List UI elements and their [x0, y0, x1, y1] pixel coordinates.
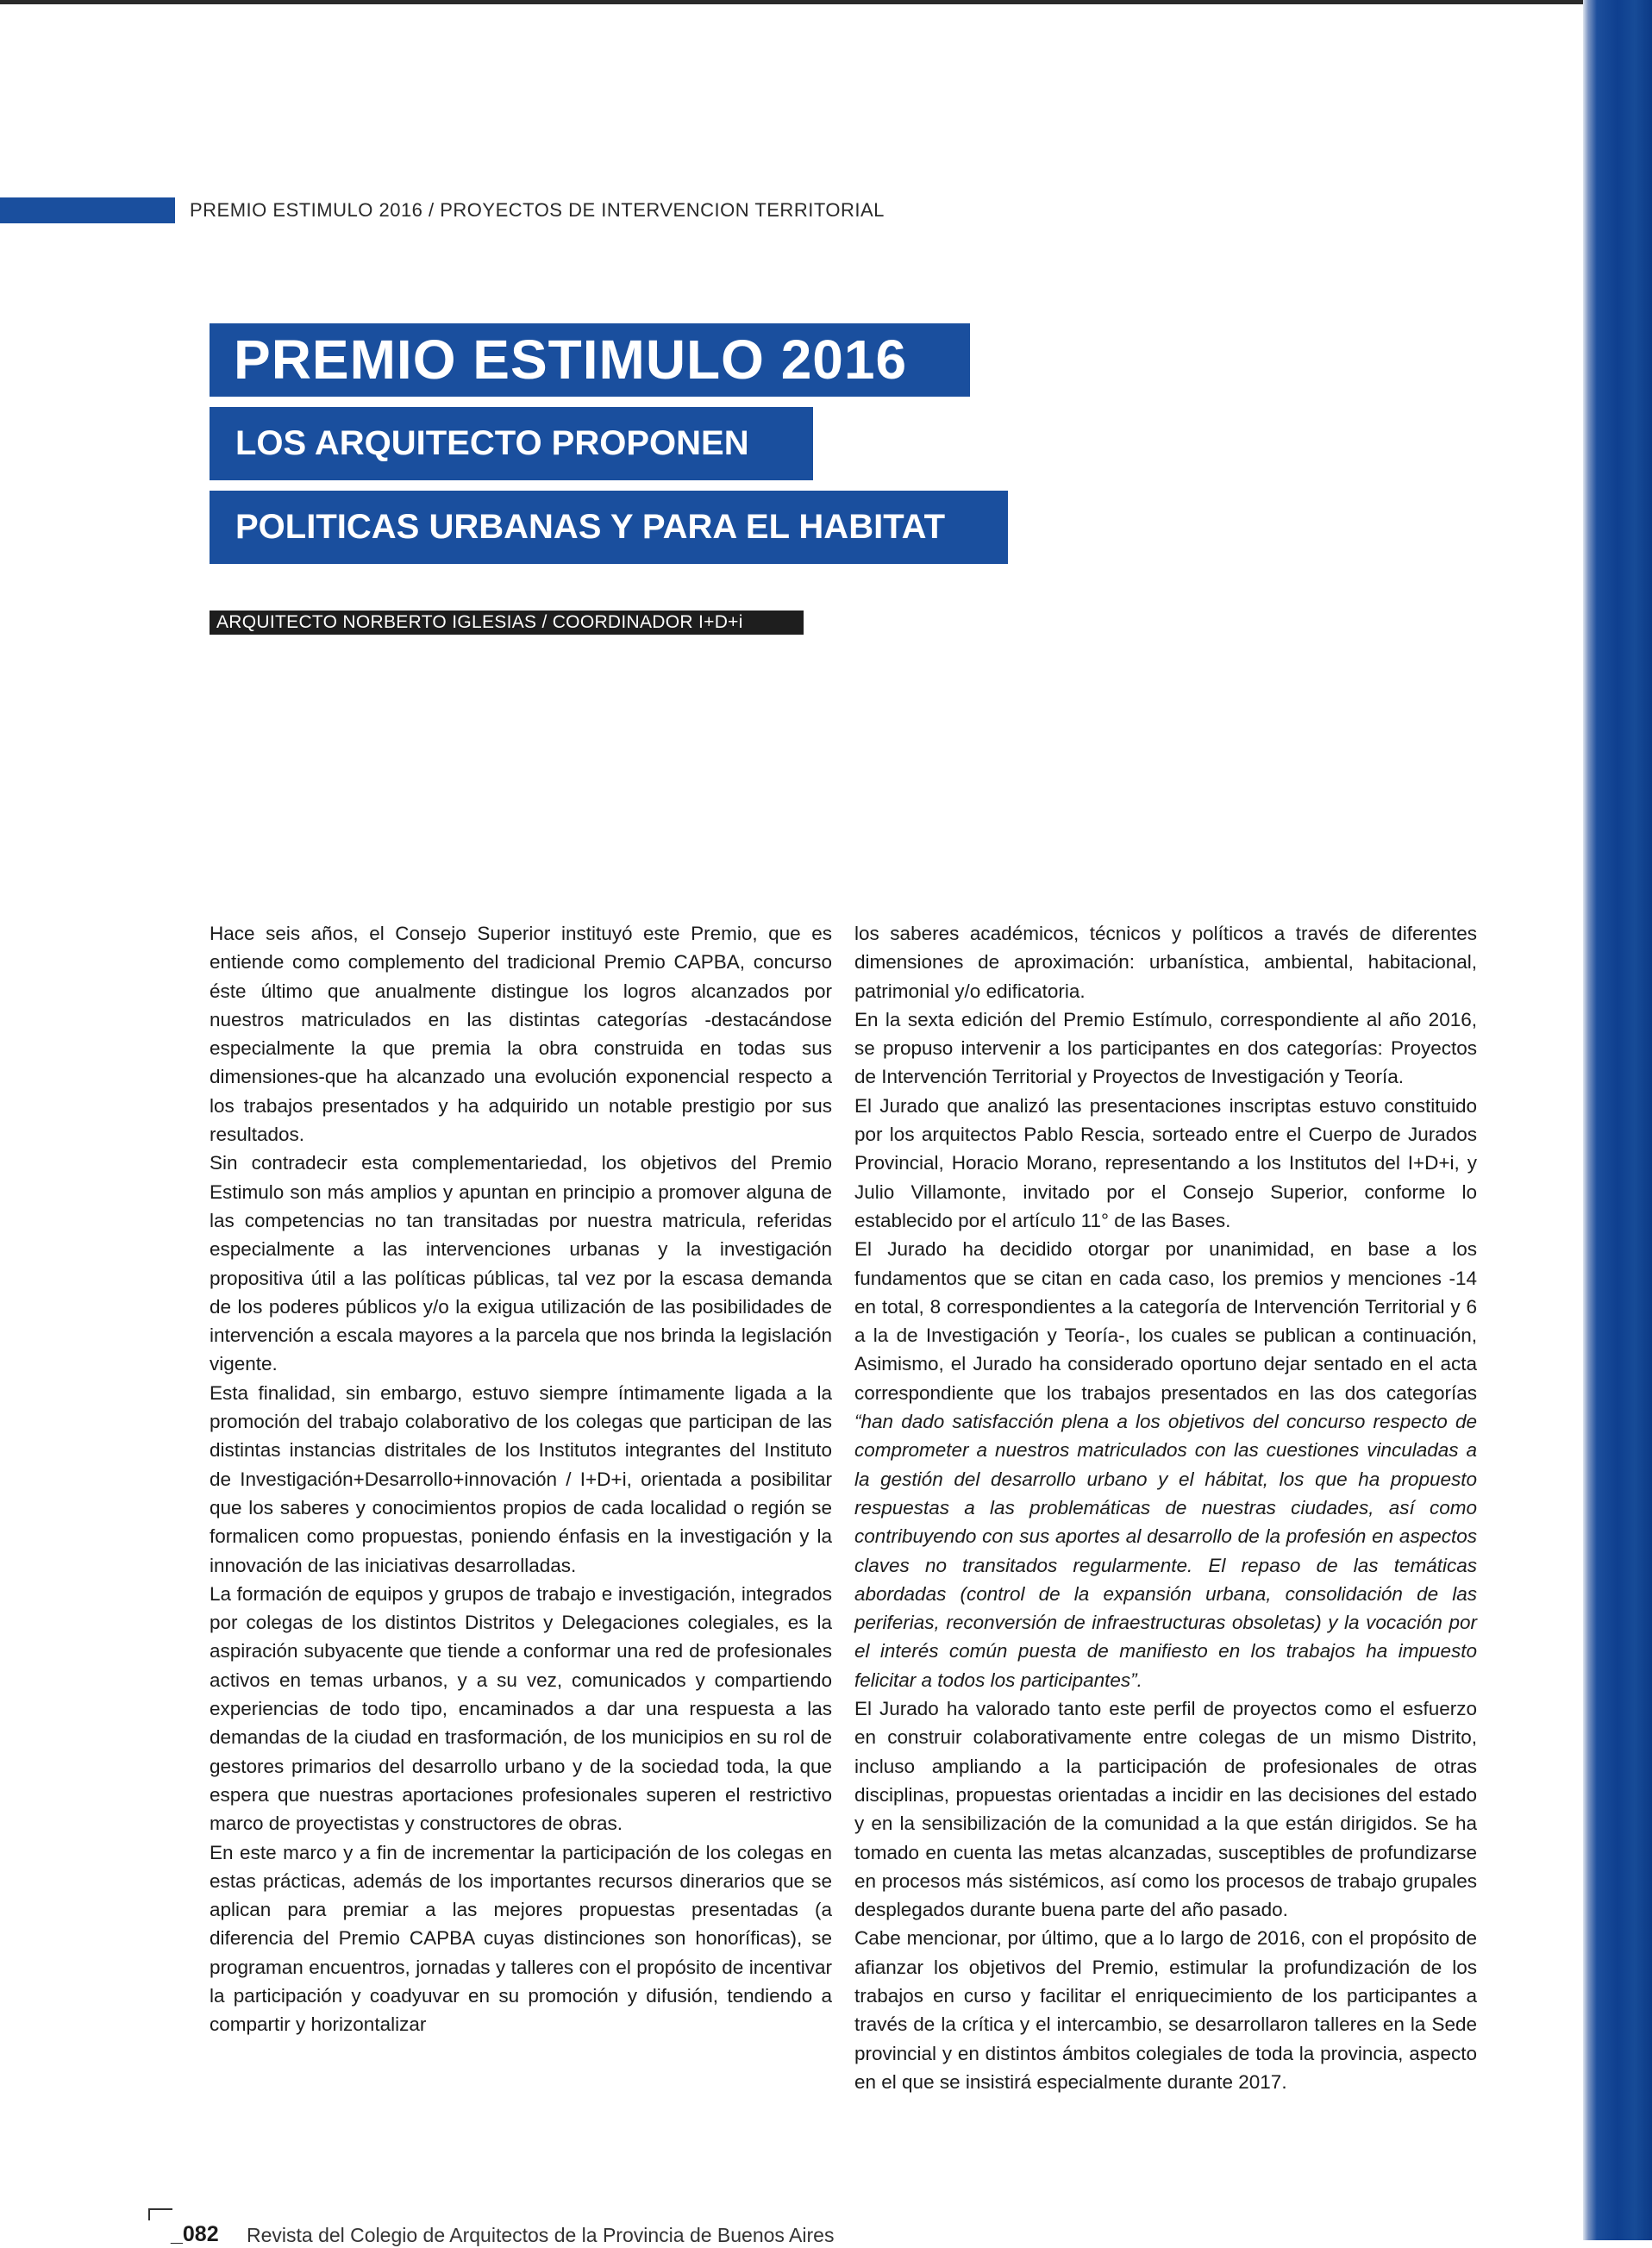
section-header: PREMIO ESTIMULO 2016 / PROYECTOS DE INTERVENCION TERRITORIAL — [190, 199, 885, 221]
paragraph: En este marco y a fin de incrementar la participación de los colegas en estas prácticas, además de los importantes recursos dinerarios que se aplican para premiar a las mejores propuestas presentadas (a diferencia del Premio CAPBA cuyas distinciones son honoríficas), se programan encuentros, jornadas y talleres con el propósito de incentivar la participación y coadyuvar en su promoción y difusión, tendiendo a compartir y horizontalizar — [210, 1841, 832, 2036]
body-column-left — [210, 919, 832, 2039]
paragraph: La formación de equipos y grupos de trabajo e investigación, integrados por colegas de los distintos Distritos y Delegaciones colegiales, es la aspiración subyacente que tiende a conformar una red de profesionales activos en temas urbanos, y a su vez, comunicados y compartiendo experiencias de todo tipo, encaminados a dar una respuesta a las demandas de la ciudad en trasformación, de los municipios en su rol de gestores primarios del desarrollo urbano y de la sociedad toda, la que espera que nuestras aportaciones profesionales superen el restrictivo marco de proyectistas y constructores de obras. — [210, 1582, 832, 1835]
binding-edge — [1583, 0, 1652, 2240]
paragraph: Hace seis años, el Consejo Superior instituyó este Premio, que es entiende como complemento del tradicional Premio CAPBA, concurso éste último que anualmente distingue los logros alcanzados por nuestros matriculados en las distintas categorías -destacándose especialmente la que premia la obra construida en todas sus dimensiones-que ha alcanzado una evolución exponencial respecto a los trabajos presentados y ha adquirido un notable prestigio por sus resultados. — [210, 923, 832, 1146]
header-accent-bar — [0, 197, 175, 223]
paragraph: Esta finalidad, sin embargo, estuvo siempre íntimamente ligada a la promoción del trabajo colaborativo de los colegas que participan de las distintas instancias distritales de los Institutos integrantes del Instituto de Investigación+Desarrollo+innovación / I+D+i, orientada a posibilitar que los saberes y conocimientos propios de cada localidad o región se formalicen como propuestas, poniendo énfasis en la investigación y la innovación de las iniciativas desarrolladas. — [210, 1381, 832, 1576]
footer-corner-mark — [148, 2208, 172, 2220]
publication-name: Revista del Colegio de Arquitectos de la Provincia de Buenos Aires — [247, 2224, 835, 2246]
article-subtitle-1: LOS ARQUITECTO PROPONEN — [210, 407, 813, 480]
jury-quote: “han dado satisfacción plena a los objetivos del concurso respecto de comprometer a nuestros matriculados con las cuestiones vinculadas a la gestión del desarrollo urbano y el hábitat, los que ha propuesto respuestas a las problemáticas de nuestras ciudades, así como contribuyendo con sus aportes al desarrollo de la profesión en aspectos claves no transitados regularmente. El repaso de las temáticas abordadas (control de la expansión urbana, consolidación de las periferias, reconversión de infraestructuras obsoletas) y la vocación por el interés común puesta de manifiesto en los trabajos ha impuesto felicitar a todos los participantes”. — [854, 1411, 1477, 1691]
paragraph: Sin contradecir esta complementariedad, los objetivos del Premio Estimulo son más amplios y apuntan en principio a promover alguna de las competencias no tan transitadas por nuestra matricula, referidas especialmente a las intervenciones urbanas y la investigación propositiva útil a las políticas públicas, tal vez por la escasa demanda de los poderes públicos y/o la exigua utilización de las posibilidades de intervención a escala mayores a la parcela que nos brinda la legislación vigente. — [210, 1152, 832, 1375]
paragraph-with-quote — [854, 1235, 1477, 1694]
paragraph: El Jurado ha valorado tanto este perfil de proyectos como el esfuerzo en construir colaborativamente entre colegas de un mismo Distrito, incluso ampliando a la participación de profesionales de otras disciplinas, propuestas orientadas a incidir en las decisiones del estado y en la sensibilización de la comunidad a la que están dirigidos. Se ha tomado en cuenta las metas alcanzadas, susceptibles de profundizarse en procesos más sistémicos, así como los procesos de trabajo grupales desplegados durante buena parte del año pasado. — [854, 1698, 1477, 1921]
article-title: PREMIO ESTIMULO 2016 — [210, 323, 970, 397]
author-byline: ARQUITECTO NORBERTO IGLESIAS / COORDINADOR I+D+i — [210, 611, 804, 635]
paragraph: Cabe mencionar, por último, que a lo largo de 2016, con el propósito de afianzar los objetivos del Premio, estimular la profundización de los trabajos en curso y facilitar el enriquecimiento de los participantes a través de la crítica y el intercambio, se desarrollaron talleres en la Sede provincial y en distintos ámbitos colegiales de toda la provincia, aspecto en el que se insistirá especialmente durante 2017. — [854, 1927, 1477, 2093]
body-column-right — [854, 919, 1477, 2096]
paragraph-text: El Jurado ha decidido otorgar por unanimidad, en base a los fundamentos que se citan en cada caso, los premios y menciones -14 en total, 8 correspondientes a la categoría de Intervención Territorial y 6 a la de Investigación y Teoría-, los cuales se publican a continuación, Asimismo, el Jurado ha considerado oportuno dejar sentado en el acta correspondiente que los trabajos presentados en las dos categorías — [854, 1238, 1477, 1404]
article-subtitle-2: POLITICAS URBANAS Y PARA EL HABITAT — [210, 491, 1008, 564]
paragraph: En la sexta edición del Premio Estímulo, correspondiente al año 2016, se propuso intervenir a los participantes en dos categorías: Proyectos de Intervención Territorial y Proyectos de Investigación y Teoría. — [854, 1008, 1477, 1088]
paragraph: El Jurado que analizó las presentaciones inscriptas estuvo constituido por los arquitectos Pablo Rescia, sorteado entre el Cuerpo de Jurados Provincial, Horacio Morano, representando a los Institutos del I+D+i, y Julio Villamonte, invitado por el Consejo Superior, conforme lo establecido por el artículo 11° de las Bases. — [854, 1094, 1477, 1231]
top-rule — [0, 0, 1583, 4]
page-number: _082 — [171, 2222, 219, 2246]
paragraph: los saberes académicos, técnicos y políticos a través de diferentes dimensiones de aproximación: urbanística, ambiental, habitacional, patrimonial y/o edificatoria. — [854, 923, 1477, 1002]
